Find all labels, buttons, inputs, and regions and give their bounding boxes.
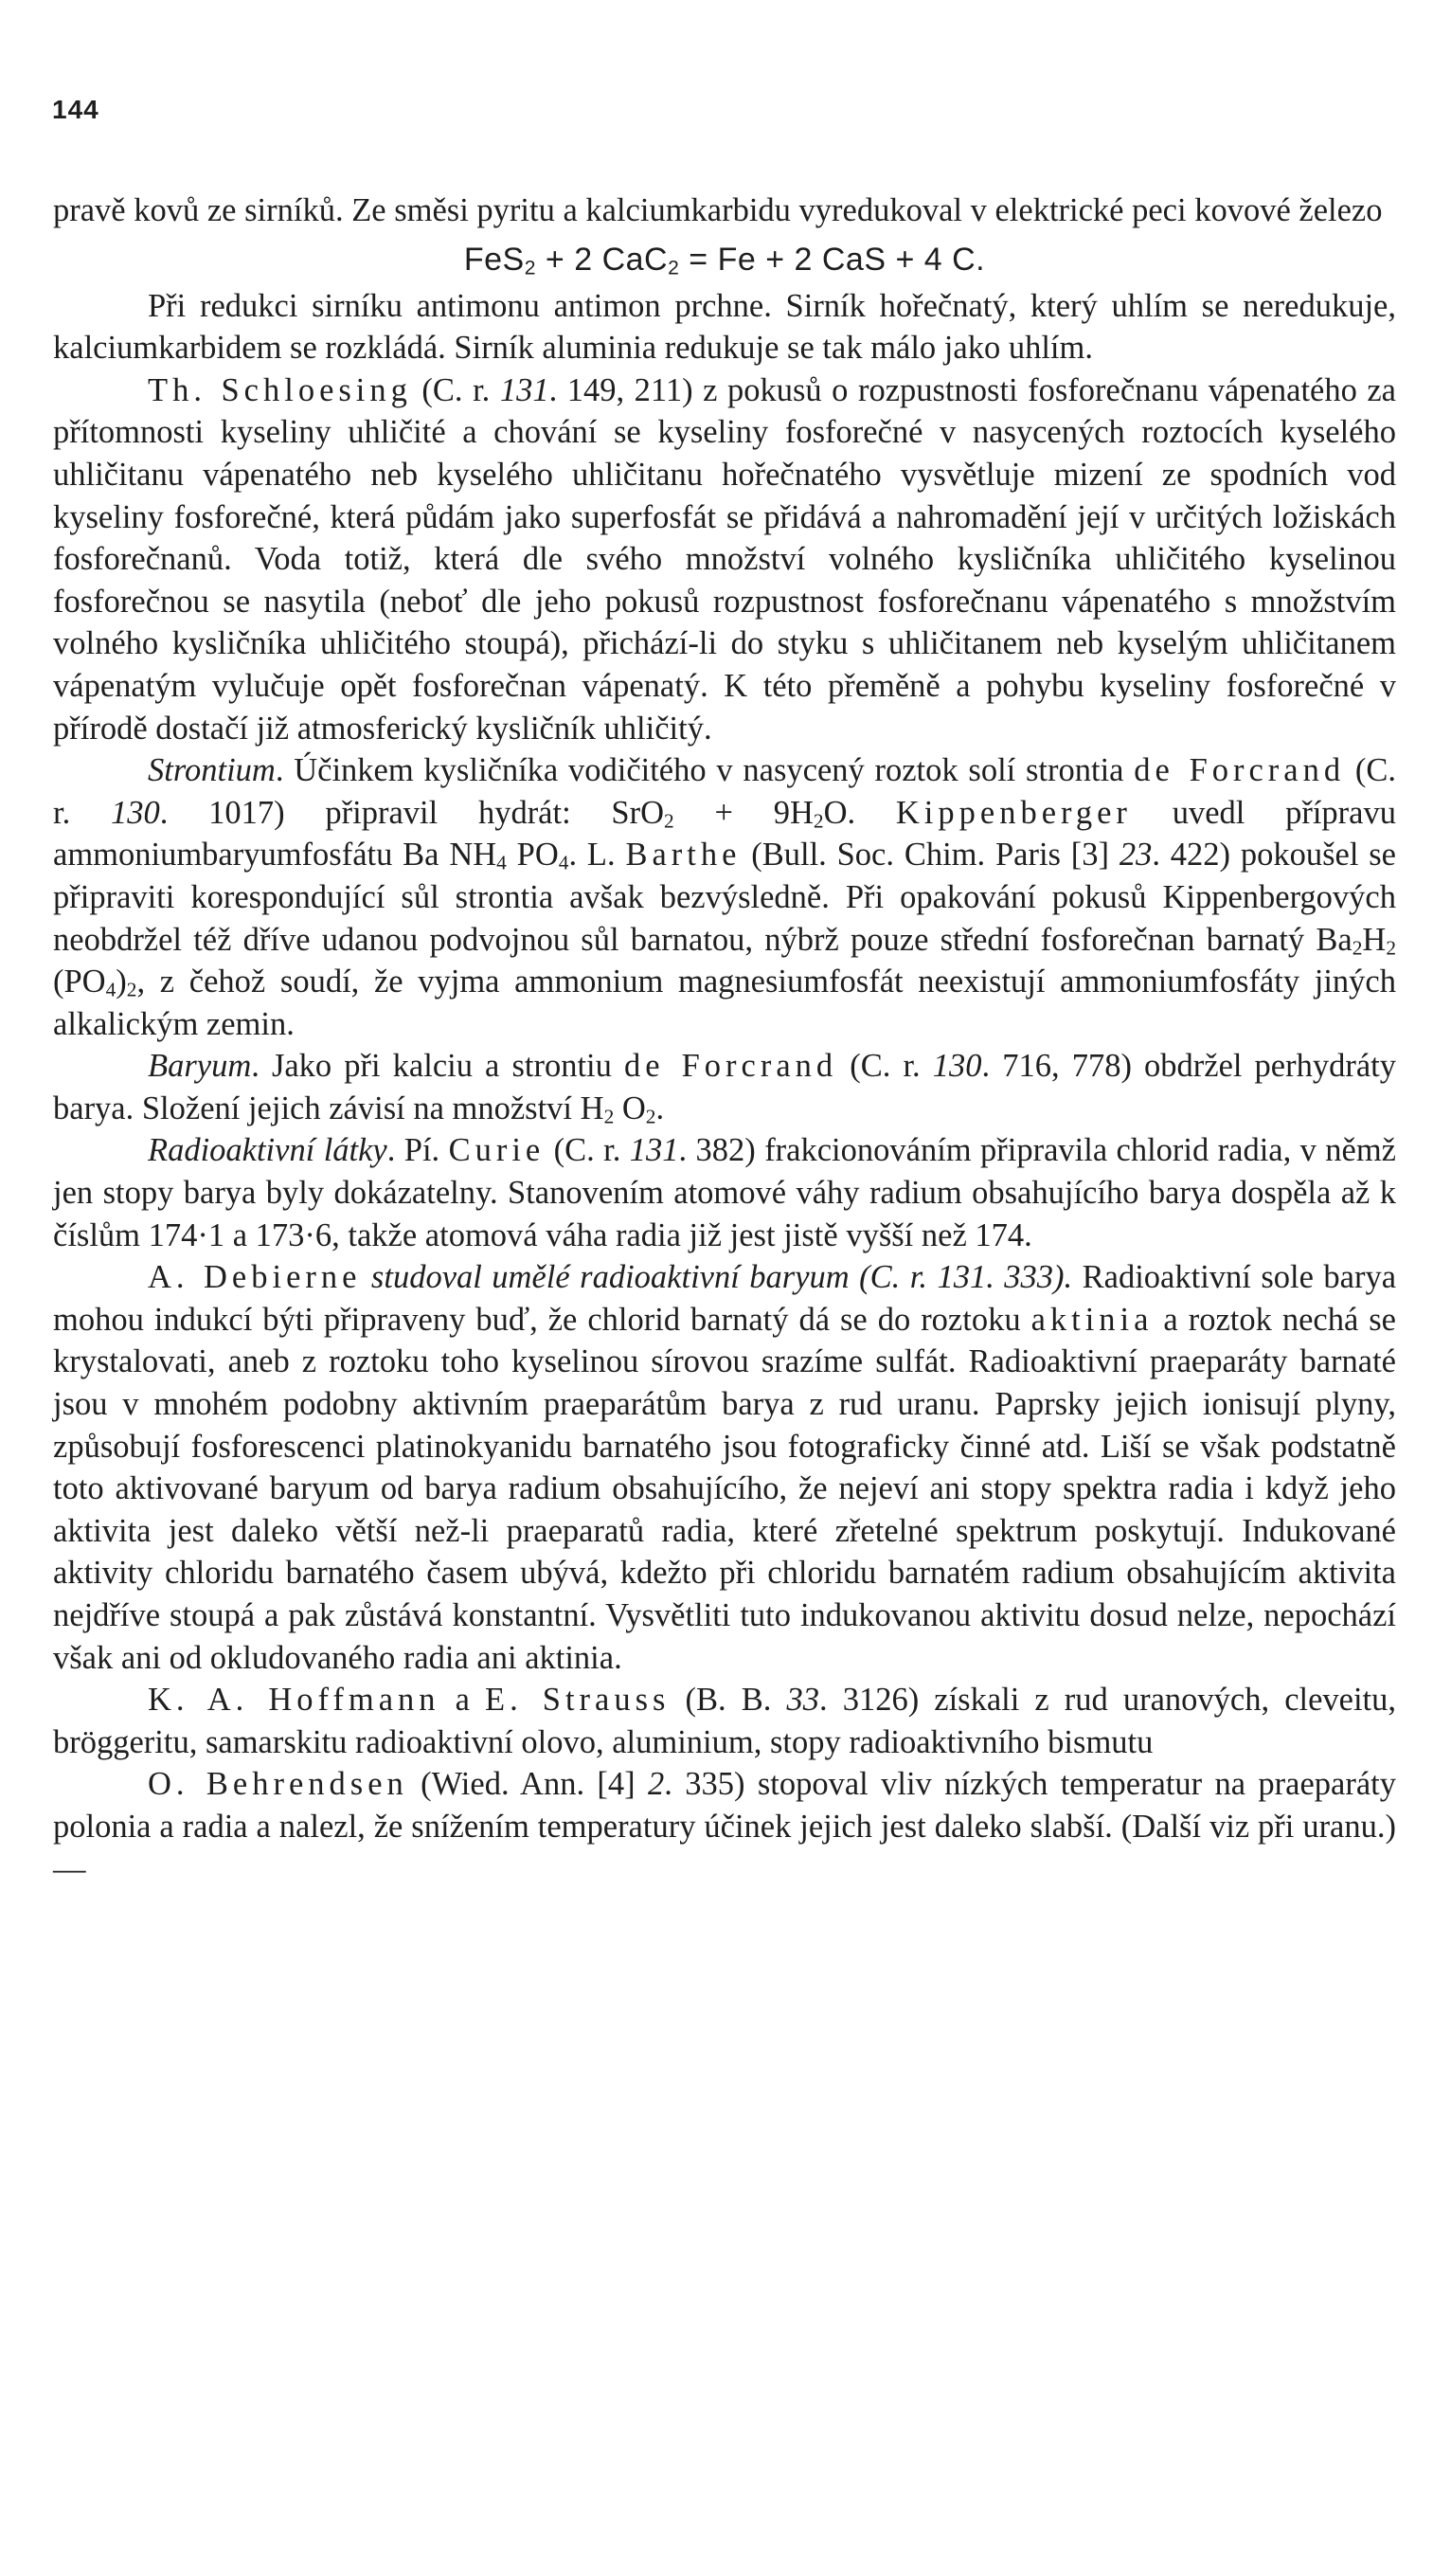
section-heading-radioactive: Radioaktivní látky xyxy=(148,1132,387,1169)
text-run: . 1017) připravil hydrát: SrO xyxy=(159,794,665,831)
paragraph-antimony: Při redukci sirníku antimonu antimon prchne. Sirník hořečnatý, který uhlím se neredukuje, kalciumkarbidem se rozkládá. Sirník aluminia redukuje se tak málo jako uhlím. xyxy=(53,287,1396,367)
spaced-word: aktinia xyxy=(1030,1301,1154,1338)
text-run: (PO xyxy=(53,964,106,1000)
volume-number: 130 xyxy=(932,1048,982,1085)
italic-run: studoval umělé radioaktivní baryum (C. r. 131. 333). xyxy=(361,1259,1073,1296)
text-run: . xyxy=(655,1090,665,1126)
text-run: (Bull. Soc. Chim. Paris [3] xyxy=(741,837,1120,874)
subscript: 2 xyxy=(1386,936,1396,960)
volume-number: 23 xyxy=(1119,837,1153,874)
page-number: 144 xyxy=(52,95,99,124)
subscript: 2 xyxy=(813,809,824,833)
subscript: 2 xyxy=(603,1105,615,1128)
paragraph-debierne xyxy=(53,1256,1396,1679)
volume-number: 33 xyxy=(786,1682,819,1719)
text-run: . 716, 778) obdržel perhydráty barya. Složení jejich závisí na množství H xyxy=(53,1048,1396,1126)
subscript: 4 xyxy=(496,852,507,875)
paragraph-radioactive xyxy=(53,1129,1396,1256)
paragraph-hoffmann-strauss xyxy=(53,1679,1396,1763)
text-run: (C. r. xyxy=(411,371,500,408)
author-name: de Forcrand xyxy=(623,1048,838,1085)
chemical-equation xyxy=(53,236,1396,283)
text-run: H xyxy=(1362,921,1387,958)
text-run: PO xyxy=(506,837,559,874)
subscript: 2 xyxy=(645,1105,656,1128)
subscript: 2 xyxy=(664,809,674,833)
subscript: 4 xyxy=(105,978,116,1001)
author-name: Curie xyxy=(448,1132,546,1169)
author-name: A. Debierne xyxy=(148,1259,362,1296)
text-run: . 149, 211) z pokusů o rozpustnosti fosforečnanu vápenatého za přítomnosti kyseliny uhličité a chování se kyseliny fosforečné v nasycených roztocích kyselého uhličitanu vápenatého neb kyselého uhličitanu hořečnatého vysvětluje mizení ze spodních vod kyseliny fosforečné, která půdám jako superfosfát se přidává a nahromadění její v určitých ložiskách fosforečnanů. Voda totiž, která dle svého množství volného kysličníka uhličitého kyselinou fosforečnou se nasytila (neboť dle jeho pokusů rozpustnost fosforečnanu vápenatého s množstvím volného kysličníka uhličitého stoupá), přichází-li do styku s uhličitanem neb kyselým uhličitanem vápenatým vylučuje opět fosforečnan vápenatý. K této přeměně a pohybu kyseliny fosforečné v přírodě dostačí již atmosferický kysličník uhličitý. xyxy=(53,371,1396,747)
text-run: . 335) stopoval vliv nízkých temperatur na praeparáty polonia a radia a nalezl, že snížením temperatury účinek jejich jest daleko slabší. (Další viz při uranu.) — xyxy=(53,1766,1396,1887)
text-run: uvedl přípravu ammoniumbaryumfosfátu Ba NH xyxy=(53,794,1396,874)
equation-rhs: = Fe + 2 CaS + 4 C. xyxy=(679,241,986,278)
text-run: . 3126) získali z rud uranových, cleveitu, bröggeritu, samarskitu radioaktivní olovo, aluminium, stopy radioaktivního bismutu xyxy=(53,1682,1397,1760)
text-run: ) xyxy=(116,964,127,1000)
text-run: (B. B. xyxy=(670,1682,787,1719)
paragraph-behrendsen xyxy=(53,1763,1396,1890)
equation-sub: 2 xyxy=(668,257,680,279)
text-run: . L. xyxy=(568,837,626,874)
text-run: + 9H xyxy=(673,794,814,831)
text-run: (Wied. Ann. [4] xyxy=(407,1766,649,1803)
text-run: O xyxy=(614,1090,646,1126)
text-run: , z čehož soudí, že vyjma ammonium magnesiumfosfát neexistují ammoniumfosfáty jiných alkalickým zemin. xyxy=(53,964,1396,1042)
text-run: a xyxy=(439,1682,485,1719)
volume-number: 2 xyxy=(648,1766,665,1803)
paragraph-strontium xyxy=(53,749,1396,1045)
paragraph-iron-reduction: pravě kovů ze sirníků. Ze směsi pyritu a kalciumkarbidu vyredukoval v elektrické peci kovové železo xyxy=(53,192,1383,228)
equation-sub: 2 xyxy=(524,257,536,279)
text-run: Radioaktivní sole barya mohou indukcí býti připraveny buď, že chlorid barnatý dá se do roztoku xyxy=(53,1259,1397,1338)
author-name: Th. Schloesing xyxy=(148,371,412,408)
volume-number: 130 xyxy=(110,794,160,831)
text-run: a roztok nechá se krystalovati, aneb z roztoku toho kyselinou sírovou srazíme sulfát. Radioaktivní praeparáty barnaté jsou v mnohém podobny aktivním praeparátům barya z rud uranu. Paprsky jejich ionisují plyny, způsobují fosforescenci platinokyanidu barnatého jsou fotograficky činné atd. Liší se však podstatně toto aktivované baryum od barya radium obsahujícího, že nejeví ani stopy spektra radia i když jeho aktivita jest daleko větší než-li praeparatů radia, které zřetelné spektrum poskytují. Indukované aktivity chloridu barnatého časem ubývá, kdežto při chloridu barnatém radium obsahujícím aktivita nejdříve stoupá a pak zůstává konstantní. Vysvětliti tuto indukovanou aktivitu dosud nelze, nepochází však ani od okludovaného radia ani aktinia. xyxy=(53,1301,1396,1676)
author-name: de Forcrand xyxy=(1134,752,1346,789)
text-run: (C. r. xyxy=(53,752,1397,831)
text-run: (C. r. xyxy=(837,1048,933,1085)
volume-number: 131 xyxy=(629,1132,679,1169)
author-name: K. A. Hoffmann xyxy=(148,1682,440,1719)
text-run: . Účinkem kysličníka vodičitého v nasycený roztok solí strontia xyxy=(275,752,1135,789)
text-run: . Pí. xyxy=(386,1132,449,1169)
section-heading-baryum: Baryum xyxy=(148,1048,252,1085)
section-heading-strontium: Strontium xyxy=(148,752,276,789)
author-name: O. Behrendsen xyxy=(148,1766,408,1803)
equation-fes: FeS xyxy=(463,241,525,278)
author-name: E. Strauss xyxy=(485,1682,671,1719)
page-body xyxy=(53,189,1396,1890)
equation-cac: + 2 CaC xyxy=(545,241,669,278)
text-run: . 422) pokoušel se připraviti korespondující sůl strontia avšak bezvýsledně. Při opakování pokusů Kippenbergových neobdržel též dříve udanou podvojnou sůl barnatou, nýbrž pouze střední fosforečnan barnatý Ba xyxy=(53,837,1396,958)
text-run: . 382) frakcionováním připravila chlorid radia, v němž jen stopy barya byly dokázatelny. Stanovením atomové váhy radium obsahujícího barya dospěla až k číslům 174·1 a 173·6, takže atomová váha radia již jest jistě vyšší než 174. xyxy=(53,1132,1396,1253)
paragraph-schloesing xyxy=(53,369,1396,749)
subscript: 2 xyxy=(126,978,137,1001)
subscript: 2 xyxy=(1352,936,1363,960)
text-run: . Jako při kalciu a strontiu xyxy=(251,1048,624,1085)
author-name: Kippenberger xyxy=(895,794,1132,831)
author-name: Barthe xyxy=(625,837,742,874)
paragraph-baryum xyxy=(53,1045,1396,1129)
volume-number: 131 xyxy=(499,371,549,408)
text-run: (C. r. xyxy=(545,1132,630,1169)
text-run: O. xyxy=(823,794,896,831)
subscript: 4 xyxy=(558,852,569,875)
